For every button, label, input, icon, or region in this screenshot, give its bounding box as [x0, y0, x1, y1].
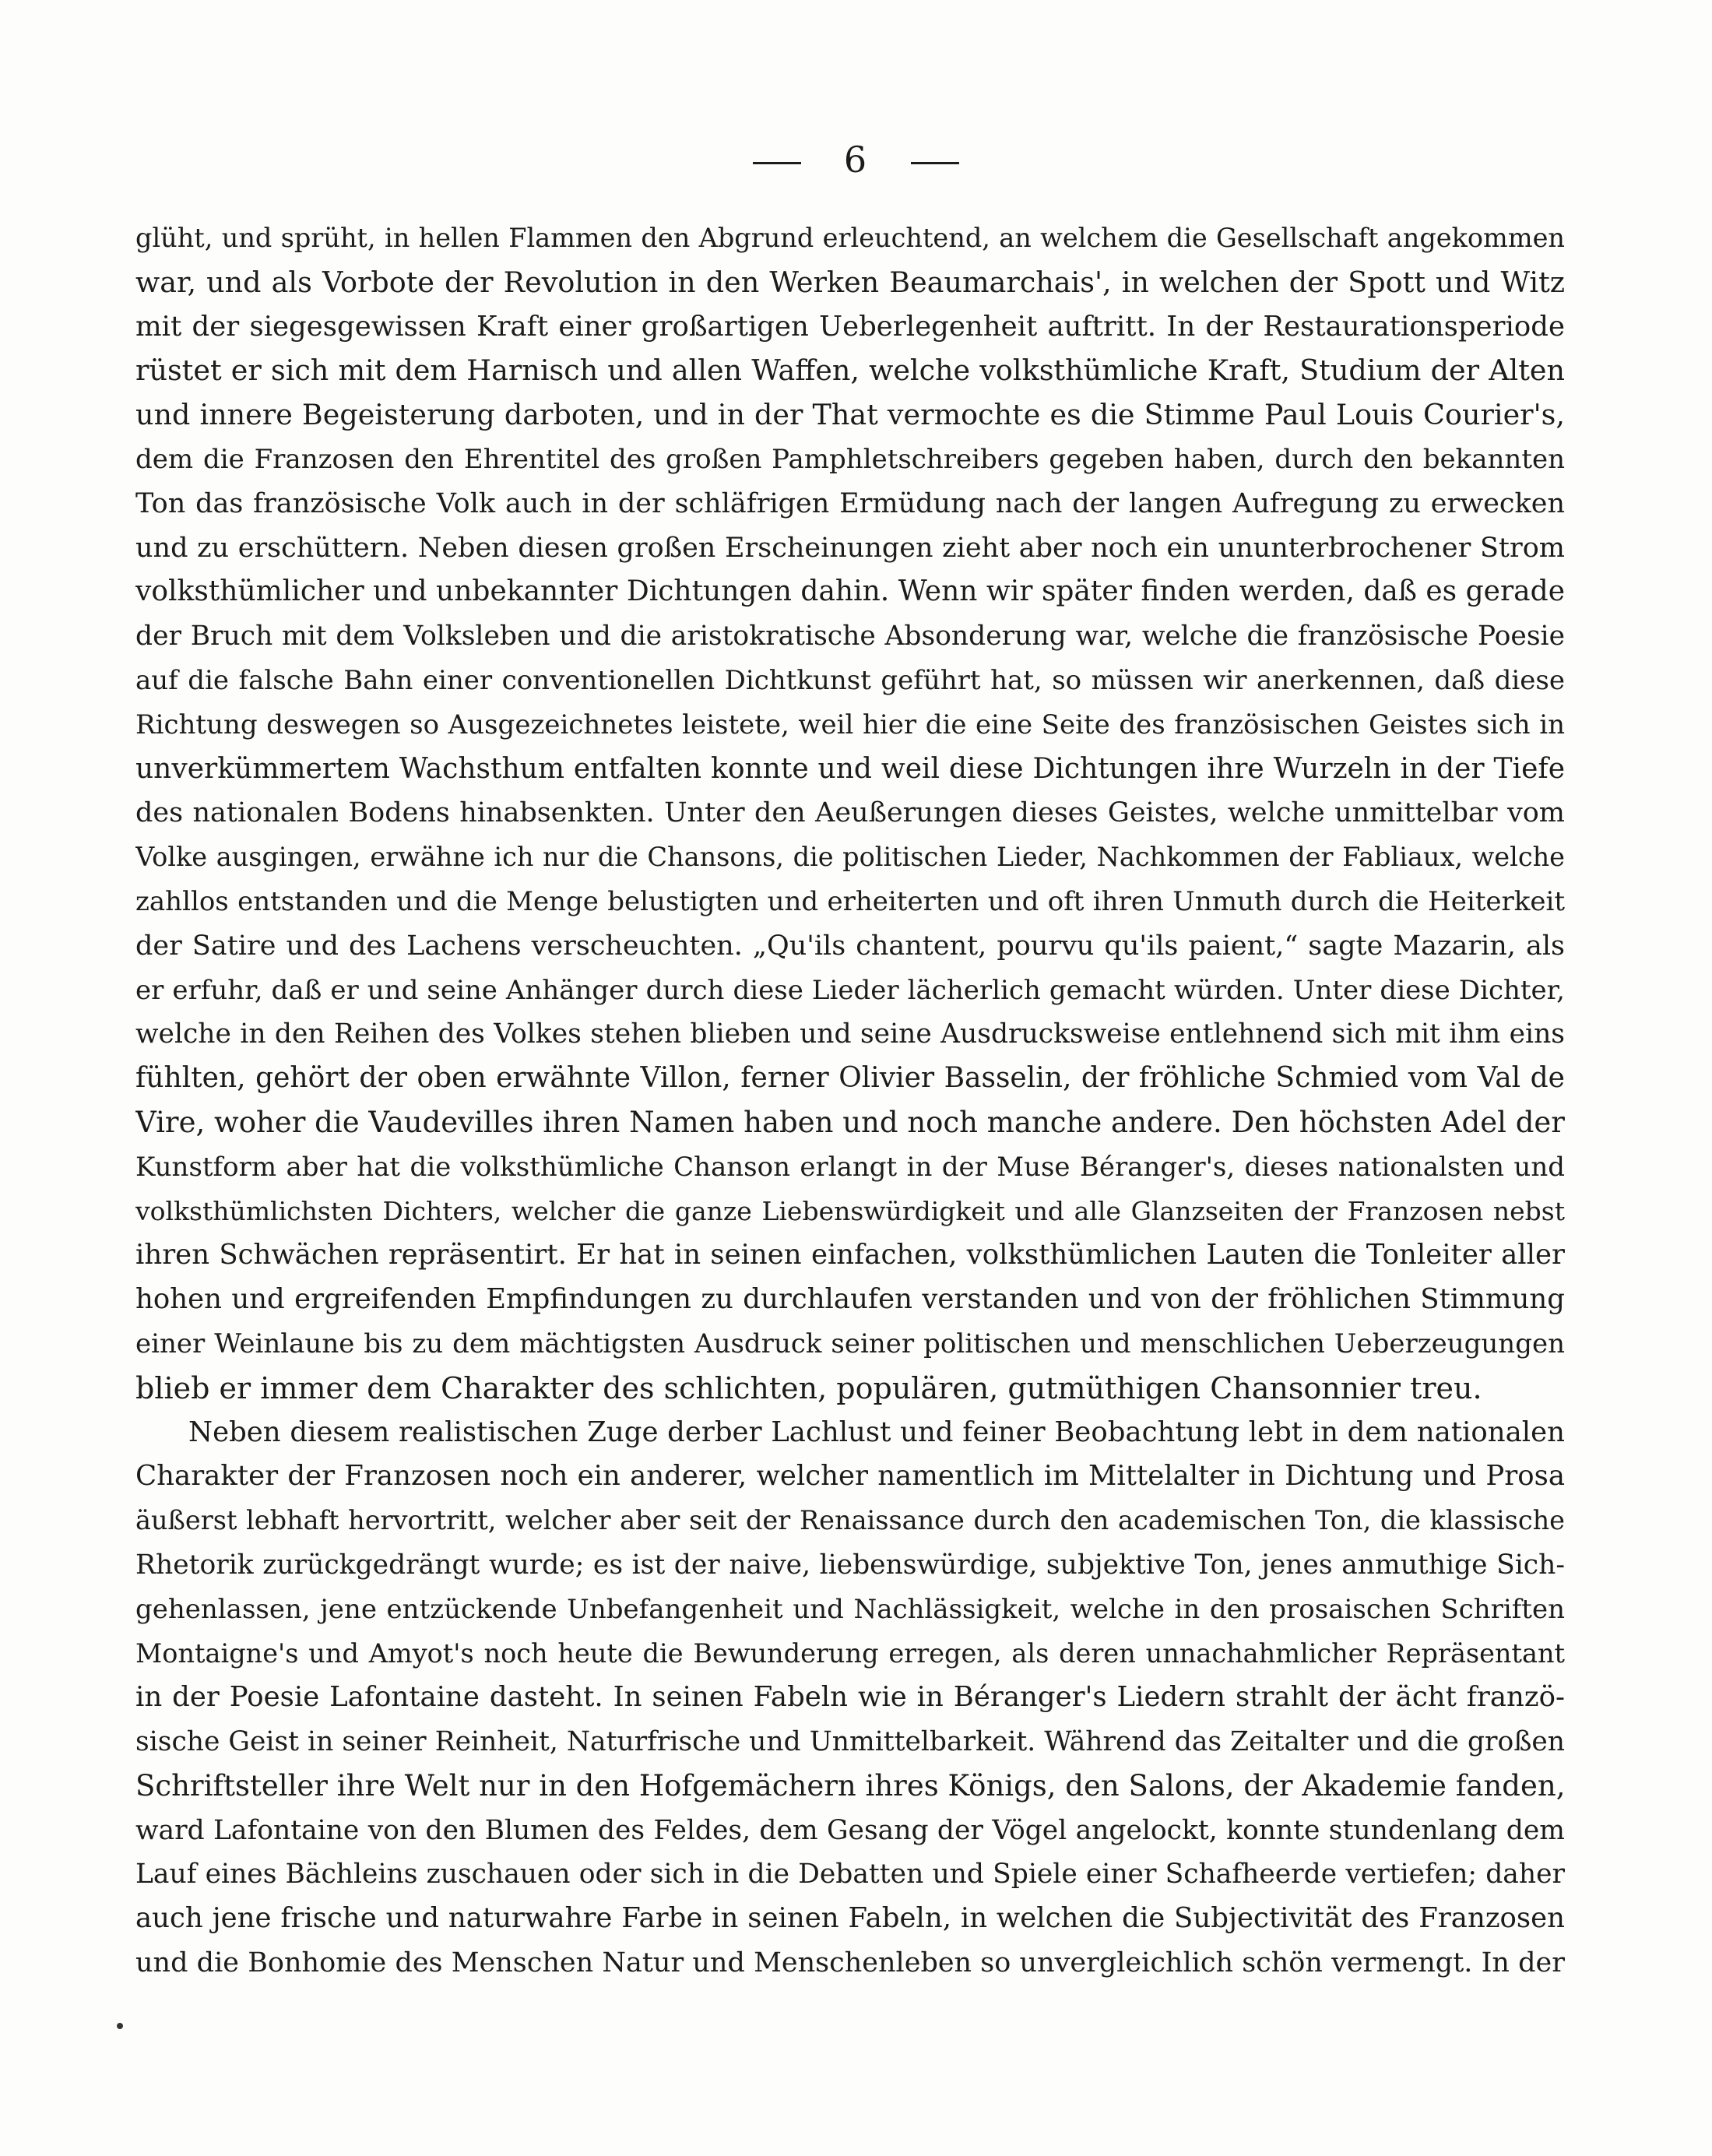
text-line: ihren Schwächen repräsentirt. Er hat in seinen einfachen, volksthümlichen Lauten die Tonleiter aller — [135, 1239, 1565, 1271]
text-line: war, und als Vorbote der Revolution in den Werken Beaumarchais', in welchen der Spott und Witz — [135, 265, 1565, 299]
text-line: ward Lafontaine von den Blumen des Feldes, dem Gesang der Vögel angelockt, konnte stundenlang dem — [135, 1814, 1565, 1846]
text-line: gehenlassen, jene entzückende Unbefangenheit und Nachlässigkeit, welche in den prosaischen Schriften — [135, 1593, 1565, 1625]
text-line: Kunstform aber hat die volksthümliche Chanson erlangt in der Muse Béranger's, dieses nationalsten und — [135, 1151, 1565, 1183]
text-line: fühlten, gehört der oben erwähnte Villon, ferner Olivier Basselin, der fröhliche Schmied vom Val de — [135, 1062, 1565, 1095]
text-line: zahllos entstanden und die Menge belustigten und erheiterten und oft ihren Unmuth durch die Heiterkeit — [135, 885, 1565, 917]
text-line: Rhetorik zurückgedrängt wurde; es ist der naive, liebenswürdige, subjektive Ton, jenes anmuthige Sich- — [135, 1549, 1565, 1581]
page-header — [0, 139, 1712, 181]
header-dash-left — [753, 162, 801, 164]
text-line: der Satire und des Lachens verscheuchten. „Qu'ils chantent, pourvu qu'ils paient,“ sagte Mazarin, als — [135, 930, 1565, 962]
text-line: einer Weinlaune bis zu dem mächtigsten Ausdruck seiner politischen und menschlichen Ueberzeugungen — [135, 1328, 1565, 1359]
text-line: äußerst lebhaft hervortritt, welcher aber seit der Renaissance durch den academischen Ton, die klassische — [135, 1505, 1565, 1536]
text-line: Volke ausgingen, erwähne ich nur die Chansons, die politischen Lieder, Nachkommen der Fabliaux, welche — [135, 842, 1565, 873]
text-line: volksthümlichsten Dichters, welcher die ganze Liebenswürdigkeit und alle Glanzseiten der Franzosen nebst — [135, 1195, 1565, 1226]
text-line: sische Geist in seiner Reinheit, Naturfrische und Unmittelbarkeit. Während das Zeitalter und die großen — [135, 1726, 1565, 1758]
paragraph-start-line: Neben diesem realistischen Zuge derber Lachlust und feiner Beobachtung lebt in dem nationalen — [188, 1416, 1565, 1448]
text-line: und innere Begeisterung darboten, und in der That vermochte es die Stimme Paul Louis Courier's, — [135, 398, 1565, 432]
text-line: unverkümmertem Wachsthum entfalten konnte und weil diese Dichtungen ihre Wurzeln in der Tiefe — [135, 752, 1565, 785]
text-line: Richtung deswegen so Ausgezeichnetes leistete, weil hier die eine Seite des französischen Geistes sich in — [135, 709, 1565, 740]
text-line: der Bruch mit dem Volksleben und die aristokratische Absonderung war, welche die französische Poesie — [135, 621, 1565, 652]
header-dash-right — [911, 162, 959, 164]
text-line: rüstet er sich mit dem Harnisch und allen Waffen, welche volksthümliche Kraft, Studium der Alten — [135, 353, 1565, 388]
text-line: glüht, und sprüht, in hellen Flammen den Abgrund erleuchtend, an welchem die Gesellschaft angekommen — [135, 223, 1565, 253]
ink-speck — [117, 2023, 123, 2029]
text-line: Charakter der Franzosen noch ein anderer, welcher namentlich im Mittelalter in Dichtung und Prosa — [135, 1460, 1565, 1493]
body-text — [135, 216, 1565, 1985]
text-line: mit der siegesgewissen Kraft einer großartigen Ueberlegenheit auftritt. In der Restaurationsperiode — [135, 310, 1565, 343]
text-line: welche in den Reihen des Volkes stehen blieben und seine Ausdrucksweise entlehnend sich mit ihm eins — [135, 1018, 1565, 1050]
text-line: des nationalen Bodens hinabsenkten. Unter den Aeußerungen dieses Geistes, welche unmittelbar vom — [135, 797, 1565, 829]
text-line: volksthümlicher und unbekannter Dichtungen dahin. Wenn wir später finden werden, daß es gerade — [135, 575, 1565, 608]
text-line: und die Bonhomie des Menschen Natur und Menschenleben so unvergleichlich schön vermengt. In der — [135, 1947, 1565, 1979]
text-line: Ton das französische Volk auch in der schläfrigen Ermüdung nach der langen Aufregung zu erwecken — [135, 487, 1565, 519]
page-number: 6 — [843, 139, 869, 181]
text-line: hohen und ergreifenden Empfindungen zu durchlaufen verstanden und von der fröhlichen Stimmung — [135, 1283, 1565, 1316]
text-line: in der Poesie Lafontaine dasteht. In seinen Fabeln wie in Béranger's Liedern strahlt der ächt franzö- — [135, 1681, 1565, 1714]
text-line: auch jene frische und naturwahre Farbe in seinen Fabeln, in welchen die Subjectivität des Franzosen — [135, 1902, 1565, 1935]
text-line: dem die Franzosen den Ehrentitel des großen Pamphletschreibers gegeben haben, durch den bekannten — [135, 443, 1565, 475]
text-line: er erfuhr, daß er und seine Anhänger durch diese Lieder lächerlich gemacht würden. Unter diese Dichter, — [135, 974, 1565, 1006]
paragraph-end-line: blieb er immer dem Charakter des schlichten, populären, gutmüthigen Chansonnier treu. — [135, 1370, 1482, 1405]
text-line: Lauf eines Bächleins zuschauen oder sich in die Debatten und Spiele einer Schafheerde vertiefen; daher — [135, 1859, 1565, 1890]
text-line: Vire, woher die Vaudevilles ihren Namen haben und noch manche andere. Den höchsten Adel der — [135, 1105, 1565, 1139]
text-line: Montaigne's und Amyot's noch heute die Bewunderung erregen, als deren unnachahmlicher Repräsentant — [135, 1637, 1565, 1669]
text-line: und zu erschüttern. Neben diesen großen Erscheinungen zieht aber noch ein ununterbrochener Strom — [135, 532, 1565, 564]
text-line: Schriftsteller ihre Welt nur in den Hofgemächern ihres Königs, den Salons, der Akademie fanden, — [135, 1768, 1565, 1803]
text-line: auf die falsche Bahn einer conventionellen Dichtkunst geführt hat, so müssen wir anerkennen, daß diese — [135, 664, 1565, 696]
